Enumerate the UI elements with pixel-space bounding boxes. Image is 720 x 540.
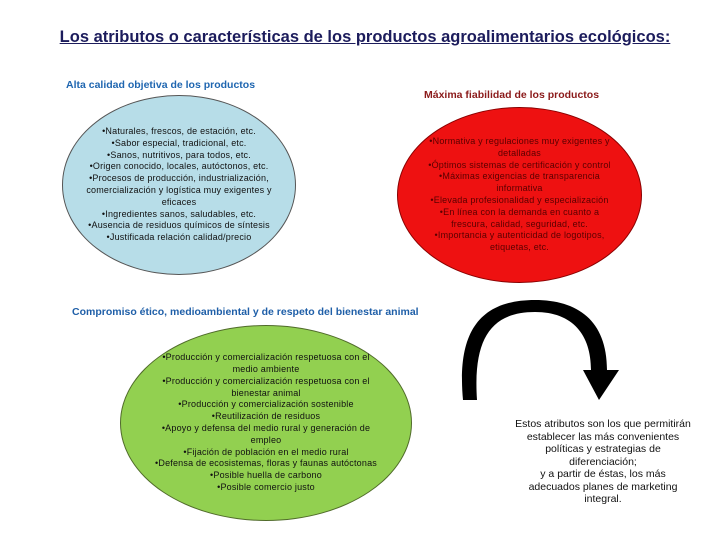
quality-list <box>81 126 277 244</box>
list-item: •Producción y comercialización sostenible <box>178 399 354 410</box>
list-item: •Reutilización de residuos <box>211 411 321 422</box>
list-item: •Defensa de ecosistemas, floras y faunas autóctonas <box>155 458 377 469</box>
text-line: y a partir de éstas, los más <box>540 468 666 480</box>
list-item: detalladas <box>497 147 542 158</box>
conclusion-text <box>500 418 706 506</box>
text-line: adecuados planes de marketing <box>528 480 678 493</box>
list-item: •Sabor especial, tradicional, etc. <box>111 137 247 148</box>
list-item: •Origen conocido, locales, autóctonos, etc. <box>89 161 269 172</box>
quality-heading: Alta calidad objetiva de los productos <box>66 79 256 91</box>
quality-ellipse <box>62 95 296 275</box>
page-title: Los atributos o características de los productos agroalimentarios ecológicos: <box>59 28 671 46</box>
ethics-heading: Compromiso ético, medioambiental y de respeto del bienestar animal <box>72 306 419 318</box>
text-line: Estos atributos son los que permitirán <box>515 418 691 430</box>
reliability-ellipse <box>397 107 642 283</box>
list-item: •Producción y comercialización respetuosa con el <box>162 352 370 363</box>
list-item: •Justificada relación calidad/precio <box>106 232 252 243</box>
list-item: •Ausencia de residuos químicos de síntesis <box>88 220 270 231</box>
list-item: •Máximas exigencias de transparencia <box>439 171 600 182</box>
list-item: •Importancia y autenticidad de logotipos, <box>434 230 605 241</box>
list-item: •Posible comercio justo <box>217 481 315 492</box>
list-item: •Normativa y regulaciones muy exigentes y <box>429 136 610 147</box>
list-item: •Producción y comercialización respetuosa con el <box>162 375 370 386</box>
text-line: diferenciación; <box>569 455 637 468</box>
ethics-list <box>146 352 386 494</box>
list-item: •Ingredientes sanos, saludables, etc. <box>101 208 257 219</box>
list-item: bienestar animal <box>231 387 301 398</box>
list-item: eficaces <box>161 196 197 207</box>
list-item: •Fijación de población en el medio rural <box>183 446 349 457</box>
list-item: frescura, calidad, seguridad, etc. <box>451 218 588 229</box>
list-item: etiquetas, etc. <box>489 242 550 253</box>
reliability-heading: Máxima fiabilidad de los productos <box>424 89 600 101</box>
list-item: •Naturales, frescos, de estación, etc. <box>102 126 256 137</box>
curved-arrow-down-icon <box>455 300 635 420</box>
list-item: informativa <box>496 183 543 194</box>
text-line: establecer las más convenientes <box>526 430 680 443</box>
list-item: •Apoyo y defensa del medio rural y generación de <box>161 423 371 433</box>
list-item: empleo <box>250 434 282 445</box>
ethics-ellipse <box>120 325 412 521</box>
list-item: medio ambiente <box>232 364 300 375</box>
arrow-shape <box>462 300 619 400</box>
text-line: integral. <box>584 493 622 505</box>
list-item: •Óptimos sistemas de certificación y control <box>428 159 611 170</box>
list-item: •Sanos, nutritivos, para todos, etc. <box>107 149 251 160</box>
list-item: •Procesos de producción, industrialización, <box>89 173 269 184</box>
list-item: •Posible huella de carbono <box>210 470 322 481</box>
list-item: •En línea con la demanda en cuanto a <box>439 206 600 217</box>
text-line: políticas y estrategias de <box>545 443 661 455</box>
list-item: •Elevada profesionalidad y especialización <box>430 195 609 205</box>
list-item: comercialización y logística muy exigentes y <box>86 185 272 195</box>
reliability-list <box>420 136 620 254</box>
